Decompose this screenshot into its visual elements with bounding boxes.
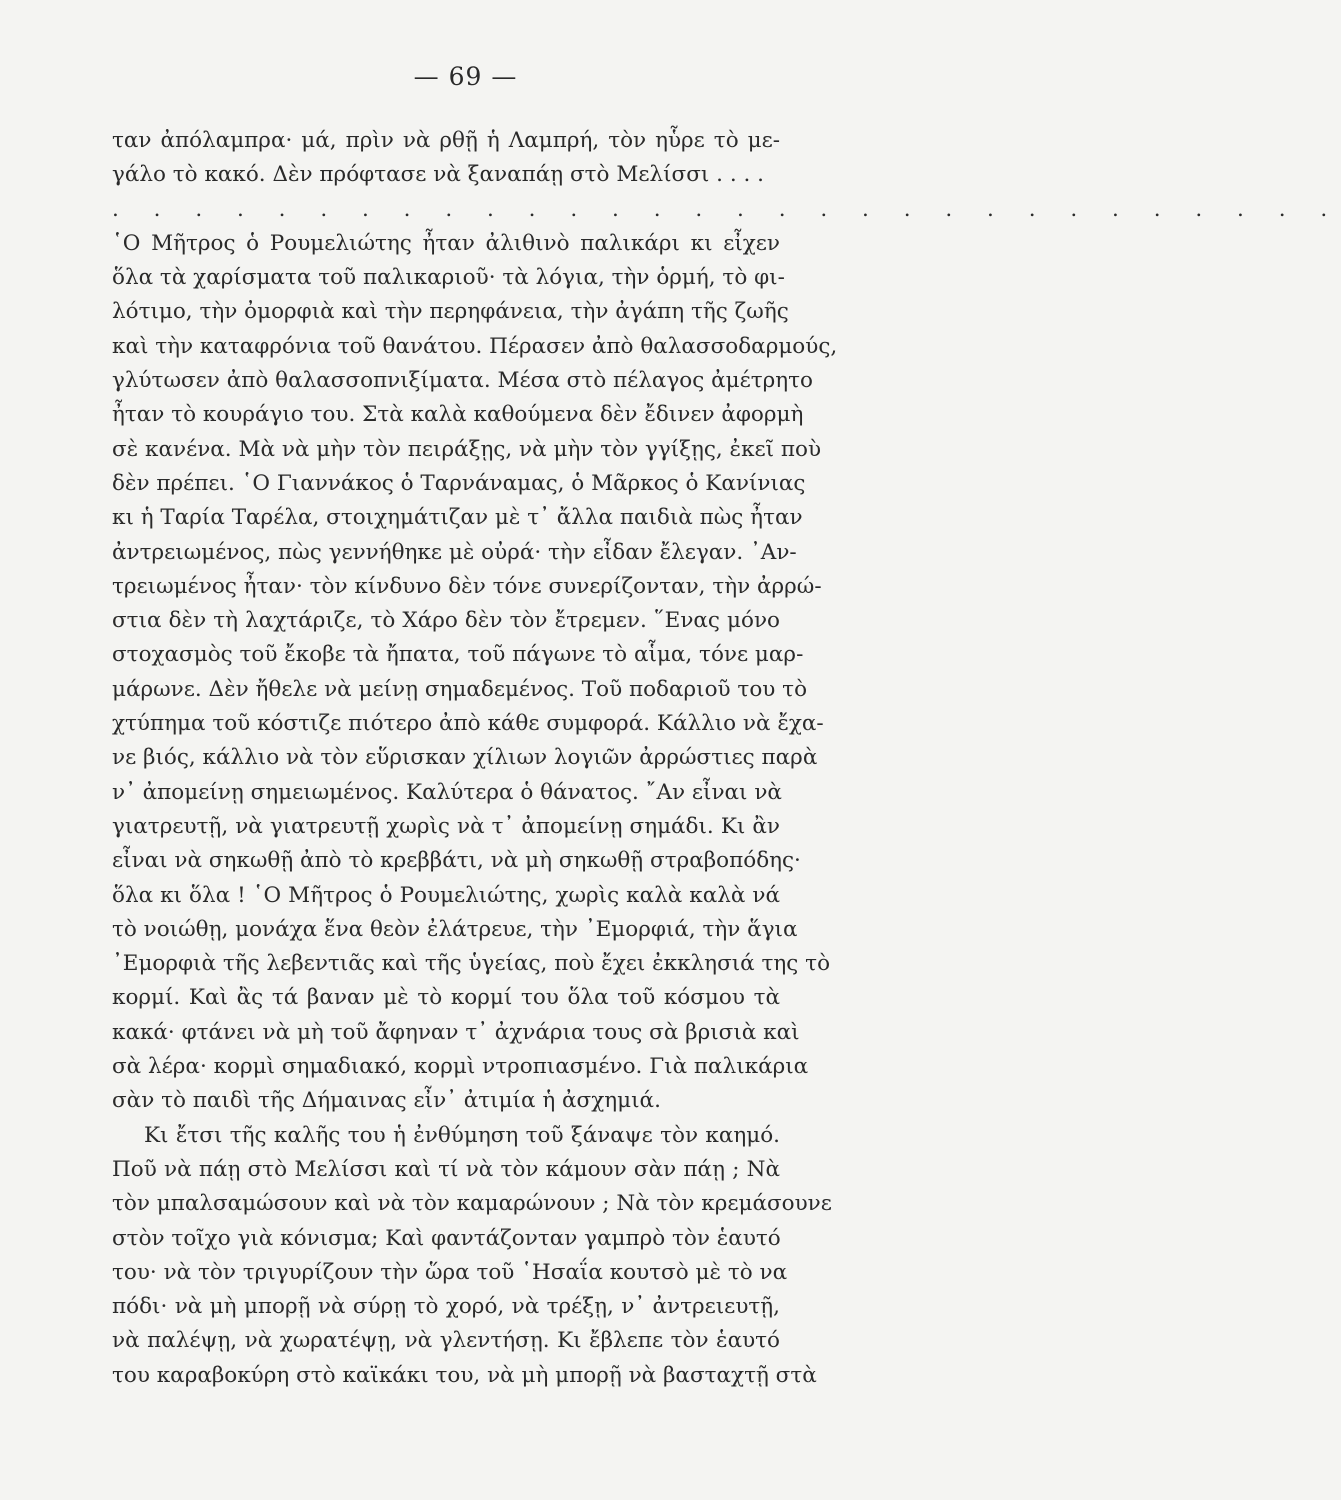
text-line: στια δὲν τὴ λαχτάριζε, τὸ Χάρο δὲν τὸν ἔτρεμεν. ῞Ενας μόνο <box>112 608 780 634</box>
text-line: σὰν τὸ παιδὶ τῆς Δήμαινας εἶν᾽ ἀτιμία ἡ ἀσχημιά. <box>112 1088 661 1114</box>
text-line: νε βιός, κάλλιο νὰ τὸν εὕρισκαν χίλιων λογιῶν ἀρρώστιες παρὰ <box>112 745 818 771</box>
text-line: νὰ παλέψῃ, νὰ χωρατέψῃ, νὰ γλεντήσῃ. Κι ἔβλεπε τὸν ἑαυτό <box>112 1328 780 1354</box>
text-line: ὅλα τὰ χαρίσματα τοῦ παλικαριοῦ· τὰ λόγια, τὴν ὁρμή, τὸ φι- <box>112 265 785 291</box>
text-line: του· νὰ τὸν τριγυρίζουν τὴν ὥρα τοῦ ῾Ησαΐα κουτσὸ μὲ τὸ να <box>112 1259 788 1285</box>
text-line: κι ἡ Ταρία Ταρέλα, στοιχημάτιζαν μὲ τ᾽ ἄλλα παιδιὰ πὼς ἦταν <box>112 505 803 531</box>
text-line: γλύτωσεν ἀπὸ θαλασσοπνιξίματα. Μέσα στὸ πέλαγος ἀμέτρητο <box>112 368 813 394</box>
text-line: ὅλα κι ὅλα ! ῾Ο Μῆτρος ὁ Ρουμελιώτης, χωρὶς καλὰ καλὰ νά <box>112 882 780 908</box>
text-line: σὲ κανένα. Μὰ νὰ μὴν τὸν πειράξῃς, νὰ μὴν τὸν γγίξῃς, ἐκεῖ ποὺ <box>112 436 822 462</box>
text-line: ῾Ο Μῆτρος ὁ Ρουμελιώτης ἦταν ἀλιθινὸ παλικάρι κι εἶχεν <box>112 230 780 256</box>
text-line: στὸν τοῖχο γιὰ κόνισμα; Καὶ φαντάζονταν γαμπρὸ τὸν ἑαυτό <box>112 1225 781 1251</box>
text-line: κακά· φτάνει νὰ μὴ τοῦ ἄφηναν τ᾽ ἀχνάρια τους σὰ βρισιὰ καὶ <box>112 1019 800 1045</box>
text-line: γιατρευτῇ, νὰ γιατρευτῇ χωρὶς νὰ τ᾽ ἀπομείνῃ σημάδι. Κι ἂν <box>112 813 780 839</box>
body-text <box>112 124 1341 1393</box>
text-line: ταν ἀπόλαμπρα· μά, πρὶν νὰ ρθῇ ἡ Λαμπρή, τὸν ηὗρε τὸ με- <box>112 128 780 153</box>
text-line: ν᾽ ἀπομείνῃ σημειωμένος. Καλύτερα ὁ θάνατος. ῎Αν εἶναι νὰ <box>112 779 782 805</box>
text-line: λότιμο, τὴν ὀμορφιὰ καὶ τὴν περηφάνεια, τὴν ἀγάπη τῆς ζωῆς <box>112 299 789 325</box>
text-line: δὲν πρέπει. ῾Ο Γιαννάκος ὁ Ταρνάναμας, ὁ Μᾶρκος ὁ Κανίνιας <box>112 470 806 496</box>
text-line: γάλο τὸ κακό. Δὲν πρόφτασε νὰ ξαναπάῃ στὸ Μελίσσι . . . . <box>112 162 765 188</box>
text-line: εἶναι νὰ σηκωθῇ ἀπὸ τὸ κρεββάτι, νὰ μὴ σηκωθῇ στραβοπόδης· <box>112 848 801 874</box>
text-line: ἀντρειωμένος, πὼς γεννήθηκε μὲ οὐρά· τὴν εἶδαν ἔλεγαν. ᾽Αν- <box>112 539 797 565</box>
text-line: ἦταν τὸ κουράγιο του. Στὰ καλὰ καθούμενα δὲν ἔδινεν ἀφορμὴ <box>112 402 804 428</box>
text-line: του καραβοκύρη στὸ καϊκάκι του, νὰ μὴ μπορῇ νὰ βασταχτῇ στὰ <box>112 1362 817 1388</box>
ellipsis-line: . . . . . . . . . . . . . . . . . . . . . . . . . . . . . . <box>112 196 1341 222</box>
text-line: πόδι· νὰ μὴ μπορῇ νὰ σύρῃ τὸ χορό, νὰ τρέξῃ, ν᾽ ἀντρειευτῇ, <box>112 1294 780 1320</box>
text-line: τρειωμένος ἦταν· τὸν κίνδυνο δὲν τόνε συνερίζονταν, τὴν ἀρρώ- <box>112 573 822 599</box>
text-line: κορμί. Καὶ ἂς τά βαναν μὲ τὸ κορμί του ὅλα τοῦ κόσμου τὰ <box>112 985 780 1011</box>
text-line: ᾽Εμορφιὰ τῆς λεβεντιᾶς καὶ τῆς ὑγείας, ποὺ ἔχει ἐκκλησιά της τὸ <box>112 951 831 977</box>
paragraph-first-line: Κι ἔτσι τῆς καλῆς του ἡ ἐνθύμηση τοῦ ξάναψε τὸν καημό. <box>144 1122 780 1148</box>
text-line: τὸν μπαλσαμώσουν καὶ νὰ τὸν καμαρώνουν ; Νὰ τὸν κρεμάσουνε <box>112 1191 832 1217</box>
text-line: Ποῦ νὰ πάῃ στὸ Μελίσσι καὶ τί νὰ τὸν κάμουν σὰν πάῃ ; Νὰ <box>112 1156 780 1182</box>
text-line: σὰ λέρα· κορμὶ σημαδιακό, κορμὶ ντροπιασμένο. Γιὰ παλικάρια <box>112 1054 809 1080</box>
text-line: μάρωνε. Δὲν ἤθελε νὰ μείνῃ σημαδεμένος. Τοῦ ποδαριοῦ του τὸ <box>112 676 808 702</box>
text-line: τὸ νοιώθῃ, μονάχα ἕνα θεὸν ἐλάτρευε, τὴν ᾽Εμορφιά, τὴν ἅγια <box>112 916 798 942</box>
text-line: στοχασμὸς τοῦ ἔκοβε τὰ ἤπατα, τοῦ πάγωνε τὸ αἷμα, τόνε μαρ- <box>112 642 804 668</box>
text-line: χτύπημα τοῦ κόστιζε πιότερο ἀπὸ κάθε συμφορά. Κάλλιο νὰ ἔχα- <box>112 711 824 737</box>
page-number: — 69 — <box>413 62 518 91</box>
text-line: καὶ τὴν καταφρόνια τοῦ θανάτου. Πέρασεν ἀπὸ θαλασσοδαρμούς, <box>112 333 838 359</box>
